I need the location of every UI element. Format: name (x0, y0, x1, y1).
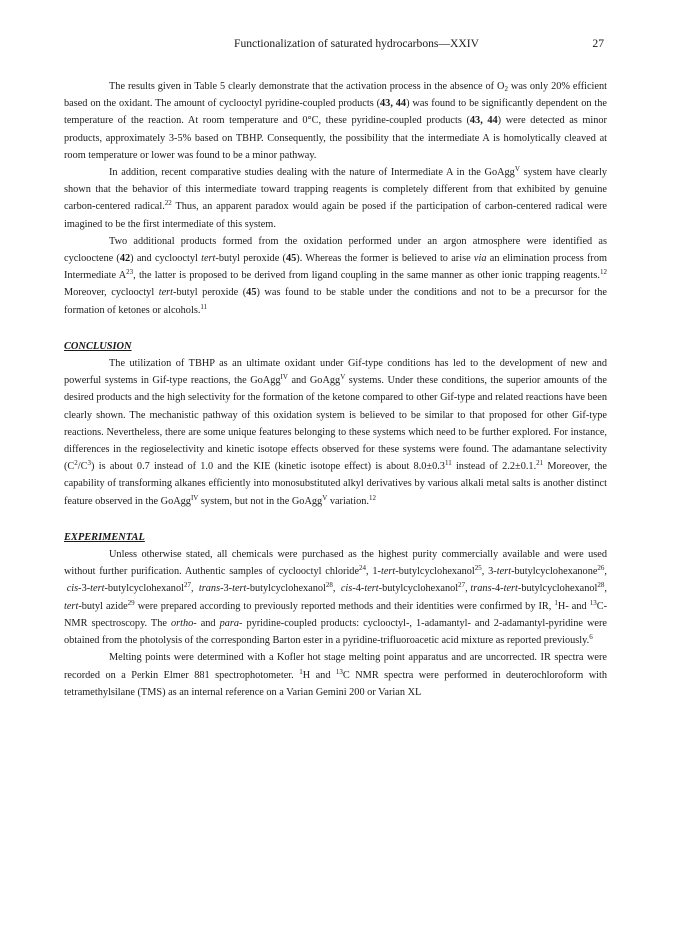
results-paragraph-2: In addition, recent comparative studies dealing with the nature of Intermediate A in the GoAgg$^V$ system have clearly shown that the behavior of this intermediate toward trapping reagents is completely different from that exhibited by genuine carbon-centered radical.$^{22}$ Thus, an apparent paradox would again be posed if the participation of carbon-centered radical were imagined to be the first intermediate of this system. (64, 165, 607, 230)
running-title: Functionalization of saturated hydrocarbons—XXIV (234, 37, 480, 50)
running-header (108, 37, 604, 53)
article-body (64, 78, 607, 701)
experimental-paragraph-1: Unless otherwise stated, all chemicals were purchased as the highest purity commercially available and were used without further purification. Authentic samples of cyclooctyl chloride$^{24}$, 1-tert-butylcyclohexanol$^{25}$, 3-tert-butylcyclohexanone$^{26}$, cis-3-tert-butylcyclohexanol$^{27}$, trans-3-tert-butylcyclohexanol$^{28}$, cis-4-tert-butylcyclohexanol$^{27}$, trans-4-tert-butylcyclohexanol$^{28}$, tert-butyl azide$^{29}$ were prepared according to previously reported methods and their identities were confirmed by IR, $^1$H- and $^{13}$C-NMR spectroscopy. The ortho- and para- pyridine-coupled products: cyclooctyl-, 1-adamantyl- and 2-adamantyl-pyridine were obtained from the photolysis of the corresponding Barton ester in a pyridine-trifluoroacetic acid mixture as reported previously.$^6$ (64, 549, 607, 647)
experimental-heading: EXPERIMENTAL (64, 531, 145, 543)
results-paragraph-3: Two additional products formed from the oxidation performed under an argon atmosphere were identified as cyclooctene (42) and cyclooctyl tert-butyl peroxide (45). Whereas the former is believed to arise via an elimination process from Intermediate $A^{23}$, the latter is proposed to be derived from ligand coupling in the same manner as other ionic trapping reagents.$^{12}$ Moreover, cyclooctyl tert-butyl peroxide (45) was found to be stable under the conditions and not to be a precursor for the formation of ketones or alcohols.$^{11}$ (64, 235, 608, 316)
conclusion-heading: CONCLUSION (64, 340, 132, 352)
page-number: 27 (592, 37, 604, 50)
conclusion-paragraph-1: The utilization of TBHP as an ultimate oxidant under Gif-type conditions has led to the development of new and powerful systems in Gif-type reactions, the GoAgg$^{IV}$ and GoAgg$^V$ systems. Under these conditions, the superior amounts of the desired products and the high selectivity for the formation of the ketone compared to other Gif-type and related reactions have been clearly shown. The mechanistic pathway of this oxidation system is believed to be similar to that proposed for other Gif-type reactions. Nevertheless, there are some unique features belonging to these systems which need to be further explored. For instance, differences in the regioselectivity and kinetic isotope effects observed for these systems were found. The adamantane selectivity $(C^2/C^3)$ is about 0.7 instead of 1.0 and the KIE (kinetic isotope effect) is about $8.0\pm 0.3^{11}$ instead of 2.2±0.1.21 Moreover, the capability of transforming alkanes efficiently into monosubstituted alkyl derivatives by various alkali metal salts is another distinct feature observed in the GoAgg$^{IV}$ system, but not in the GoAgg$^V$ variation.$^{12}$ (64, 358, 607, 507)
results-paragraph-1: The results given in Table 5 clearly demonstrate that the activation process in the absence of $O_2$ was only 20% efficient based on the oxidant. The amount of cyclooctyl pyridine-coupled products (43, 44) was found to be significantly dependent on the temperature of the reaction. At room temperature and 0°C, these pyridine-coupled products (43, 44) were detected as minor products, approximately 3-5% based on TBHP. Consequently, the possibility that the intermediate A is homolytically cleaved at room temperature or lower was found to be a minor pathway. (64, 81, 608, 161)
experimental-paragraph-2: Melting points were determined with a Kofler hot stage melting point apparatus and are uncorrected. IR spectra were recorded on a Perkin Elmer 881 spectrophotometer. $^1$H and $^{13}$C NMR spectra were performed in deuterochloroform with tetramethylsilane (TMS) as an internal reference on a Varian Gemini 200 or Varian XL (64, 652, 607, 698)
